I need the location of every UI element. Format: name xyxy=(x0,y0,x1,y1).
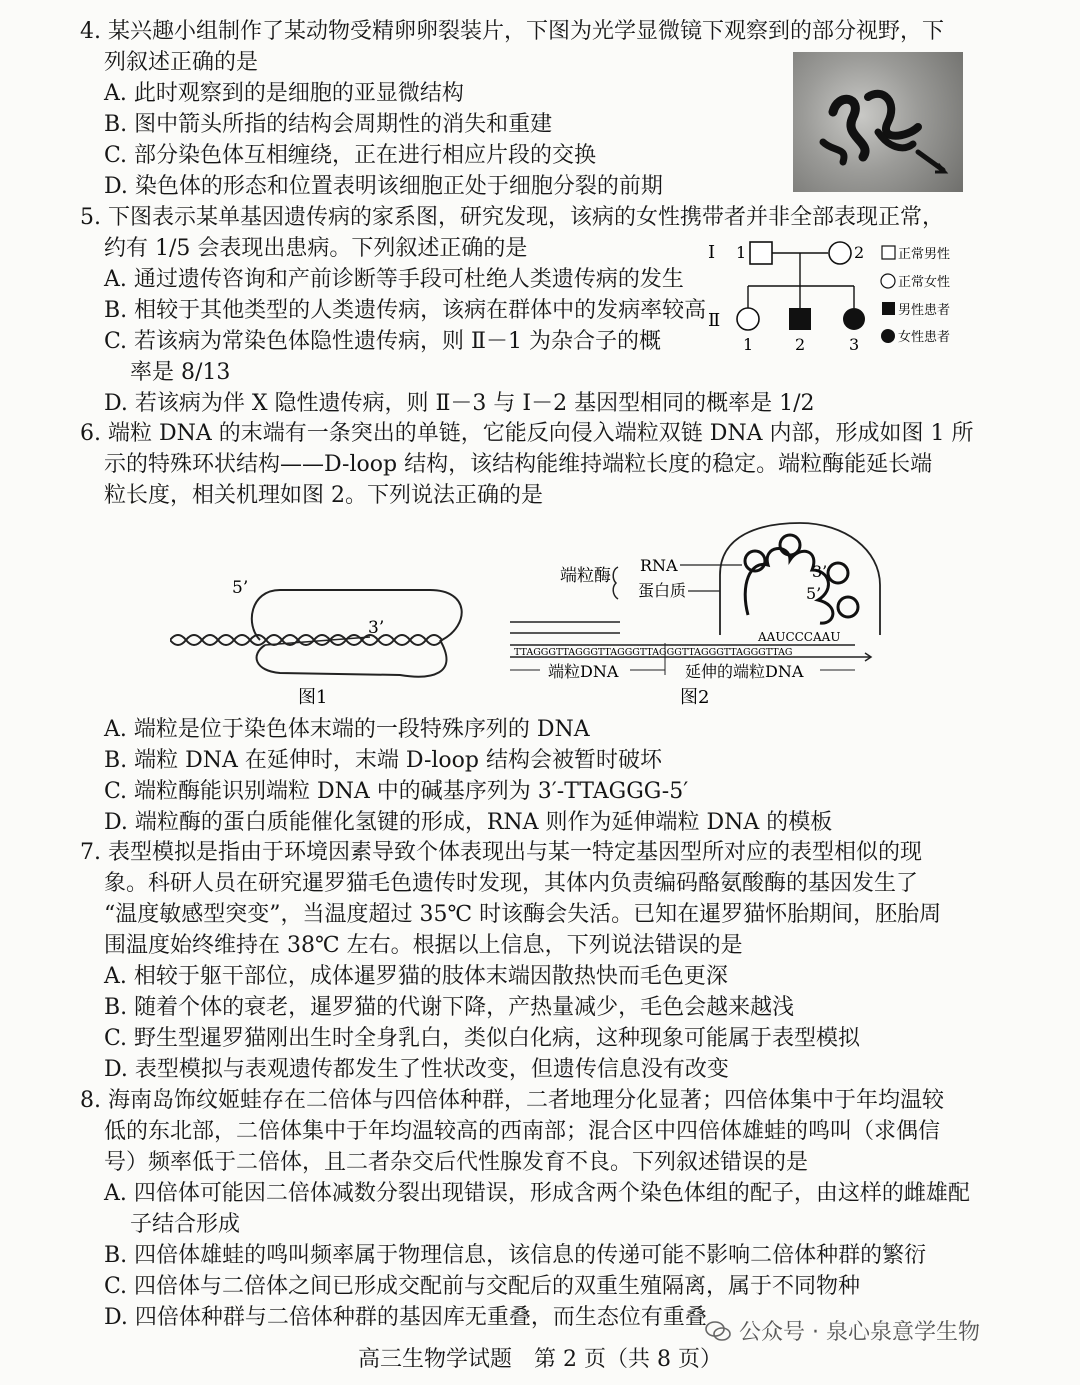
individual-ii2-label: 2 xyxy=(795,335,806,354)
option-c: C. 部分染色体互相缠绕，正在进行相应片段的交换 xyxy=(104,143,597,168)
option-c-continued: 率是 8/13 xyxy=(130,360,231,385)
telomerase-label: 端粒酶 xyxy=(560,566,611,586)
affected-male-symbol xyxy=(789,308,811,330)
question-stem: 低的东北部，二倍体集中于年均温较高的西南部；混合区中四倍体雄蛙的鸣叫（求偶信 xyxy=(104,1119,941,1144)
normal-male-symbol xyxy=(750,242,772,264)
fig1-5prime-label: 5’ xyxy=(232,578,249,598)
question-stem: 5. 下图表示某单基因遗传病的家系图，研究发现，该病的女性携带者并非全部表现正常， xyxy=(80,205,944,230)
question-stem: 8. 海南岛饰纹姬蛙存在二倍体与四倍体种群，二者地理分化显著；四倍体集中于年均温较 xyxy=(80,1088,944,1113)
option-a: A. 相较于躯干部位，成体暹罗猫的肢体末端因散热快而毛色更深 xyxy=(104,964,728,989)
normal-female-symbol xyxy=(829,242,851,264)
option-a: A. 此时观察到的是细胞的亚显微结构 xyxy=(104,81,464,106)
affected-female-symbol xyxy=(843,308,865,330)
question-stem: 列叙述正确的是 xyxy=(104,50,259,75)
protein-label: 蛋白质 xyxy=(638,581,687,600)
telomere-sequence: TTAGGGTTAGGGTTAGGGTTAGGGTTAGGGTTAGGGTTAG xyxy=(514,647,793,658)
individual-ii3-label: 3 xyxy=(849,335,860,354)
option-b: B. 相较于其他类型的人类遗传病，该病在群体中的发病率较高 xyxy=(104,298,707,323)
option-a: A. 四倍体可能因二倍体减数分裂出现错误，形成含两个染色体组的配子，由这样的雌雄配 xyxy=(104,1181,970,1206)
question-stem: 约有 1/5 会表现出患病。下列叙述正确的是 xyxy=(104,236,528,261)
extended-telomere-dna-label: 延伸的端粒DNA xyxy=(685,662,804,681)
question-stem: 号）频率低于二倍体，且二者杂交后代性腺发育不良。下列叙述错误的是 xyxy=(104,1150,809,1175)
question-8 xyxy=(80,1085,970,1333)
generation-i-label: Ⅰ xyxy=(708,242,716,263)
normal-female-symbol xyxy=(737,308,759,330)
individual-i2-label: 2 xyxy=(854,243,865,262)
microscope-image xyxy=(793,52,963,192)
figure-1-caption: 图1 xyxy=(298,687,328,708)
question-stem: 6. 端粒 DNA 的末端有一条突出的单链，它能反向侵入端粒双链 DNA 内部，形成如图 1 所 xyxy=(80,421,974,446)
question-6 xyxy=(80,418,974,511)
rna-label: RNA xyxy=(640,556,678,575)
wechat-icon xyxy=(705,1320,731,1342)
rna-template-sequence: AAUCCCAAU xyxy=(758,630,841,644)
question-7 xyxy=(80,837,970,1085)
question-stem: 粒长度，相关机理如图 2。下列说法正确的是 xyxy=(104,483,543,508)
generation-ii-label: Ⅱ xyxy=(708,310,721,331)
telomere-dna-label: 端粒DNA xyxy=(548,662,619,681)
option-b: B. 图中箭头所指的结构会周期性的消失和重建 xyxy=(104,112,553,137)
question-stem: 示的特殊环状结构——D-loop 结构，该结构能维持端粒长度的稳定。端粒酶能延长端 xyxy=(104,452,933,477)
option-d: D. 端粒酶的蛋白质能催化氢键的形成，RNA 则作为延伸端粒 DNA 的模板 xyxy=(104,810,833,835)
option-c: C. 四倍体与二倍体之间已形成交配前与交配后的双重生殖隔离，属于不同物种 xyxy=(104,1274,861,1299)
page-footer: 高三生物学试题 第 2 页（共 8 页） xyxy=(358,1347,722,1372)
option-b: B. 随着个体的衰老，暹罗猫的代谢下降，产热量减少，毛色会越来越浅 xyxy=(104,995,795,1020)
option-b: B. 端粒 DNA 在延伸时，末端 D-loop 结构会被暂时破坏 xyxy=(104,748,662,773)
individual-ii1-label: 1 xyxy=(743,335,754,354)
question-stem: 围温度始终维持在 38℃ 左右。根据以上信息，下列说法错误的是 xyxy=(104,933,743,958)
watermark xyxy=(705,1315,980,1346)
question-stem: 7. 表型模拟是指由于环境因素导致个体表现出与某一特定基因型所对应的表型相似的现 xyxy=(80,840,922,865)
option-c: C. 野生型暹罗猫刚出生时全身乳白，类似白化病，这种现象可能属于表型模拟 xyxy=(104,1026,861,1051)
option-d: D. 若该病为伴 X 隐性遗传病，则 Ⅱ－3 与 Ⅰ－2 基因型相同的概率是 1/2 xyxy=(104,391,815,416)
figure-2-telomerase xyxy=(500,515,900,710)
figure-1-d-loop xyxy=(170,565,490,710)
option-d: D. 表型模拟与表观遗传都发生了性状改变，但遗传信息没有改变 xyxy=(104,1057,729,1082)
option-a-continued: 子结合形成 xyxy=(130,1212,241,1237)
question-6-options xyxy=(80,714,970,838)
legend-normal-female: 正常女性 xyxy=(898,275,951,290)
watermark-text: 公众号 · 泉心泉意学生物 xyxy=(739,1320,980,1345)
option-c: C. 若该病为常染色体隐性遗传病，则 Ⅱ－1 为杂合子的概 xyxy=(104,329,661,354)
option-b: B. 四倍体雄蛙的鸣叫频率属于物理信息，该信息的传递可能不影响二倍体种群的繁衍 xyxy=(104,1243,927,1268)
question-stem: 4. 某兴趣小组制作了某动物受精卵卵裂装片，下图为光学显微镜下观察到的部分视野，下 xyxy=(80,19,944,44)
option-a: A. 通过遗传咨询和产前诊断等手段可杜绝人类遗传病的发生 xyxy=(104,267,684,292)
question-stem: “温度敏感型突变”，当温度超过 35℃ 时该酶会失活。已知在暹罗猫怀胎期间，胚胎周 xyxy=(104,902,942,927)
figure-2-caption: 图2 xyxy=(680,687,710,708)
legend-normal-male: 正常男性 xyxy=(898,247,951,262)
question-stem: 象。科研人员在研究暹罗猫毛色遗传时发现，其体内负责编码酪氨酸酶的基因发生了 xyxy=(104,871,919,896)
fig1-3prime-label: 3’ xyxy=(368,618,385,638)
legend-affected-male: 男性患者 xyxy=(898,303,951,318)
fig2-3prime-label: 3’ xyxy=(812,562,828,581)
option-c: C. 端粒酶能识别端粒 DNA 中的碱基序列为 3′-TTAGGG-5′ xyxy=(104,779,689,804)
option-d: D. 四倍体种群与二倍体种群的基因库无重叠，而生态位有重叠 xyxy=(104,1305,707,1330)
pedigree-chart xyxy=(700,236,970,356)
fig2-5prime-label: 5’ xyxy=(806,584,822,603)
option-d: D. 染色体的形态和位置表明该细胞正处于细胞分裂的前期 xyxy=(104,174,663,199)
option-a: A. 端粒是位于染色体末端的一段特殊序列的 DNA xyxy=(104,717,590,742)
individual-i1-label: 1 xyxy=(736,243,747,262)
legend-affected-female: 女性患者 xyxy=(898,330,951,345)
